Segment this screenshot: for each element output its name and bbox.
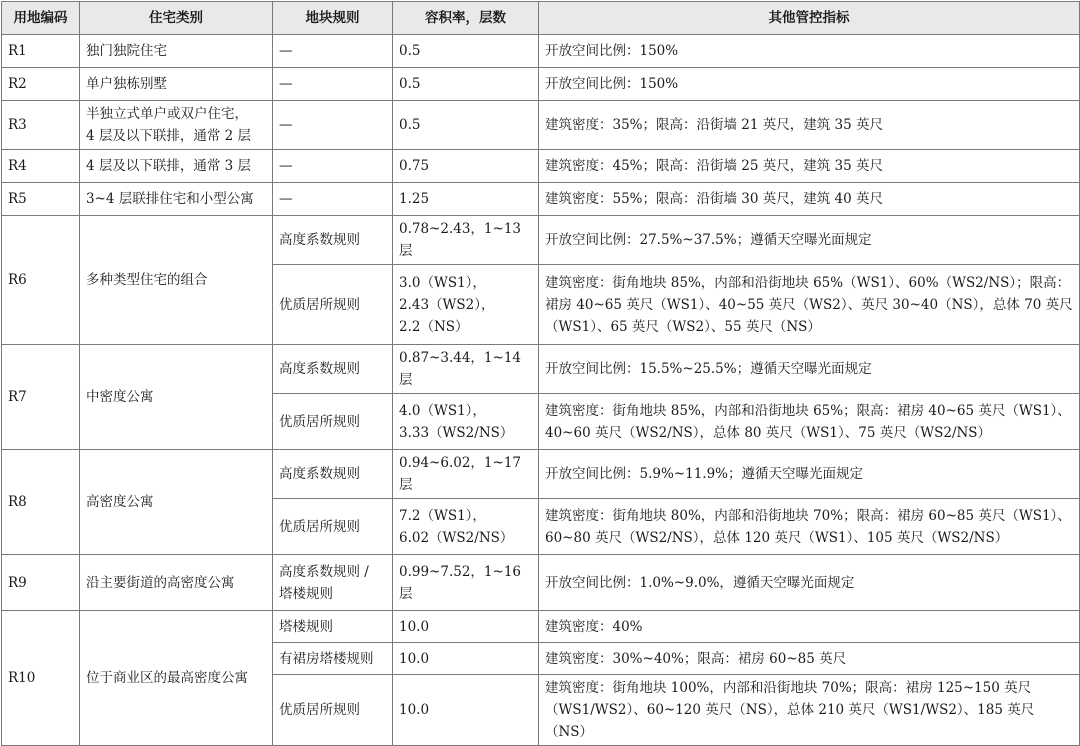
cell-far: 1.25	[393, 183, 539, 216]
cell-other: 建筑密度：55%；限高：沿街墙 30 英尺，建筑 40 英尺	[539, 183, 1080, 216]
header-other: 其他管控指标	[539, 2, 1080, 35]
cell-type: 独门独院住宅	[80, 35, 273, 68]
cell-rule: 高度系数规则	[273, 450, 393, 499]
cell-rule: —	[273, 68, 393, 101]
cell-type: 单户独栋别墅	[80, 68, 273, 101]
cell-rule: 塔楼规则	[273, 611, 393, 643]
cell-code: R3	[2, 101, 80, 150]
header-code: 用地编码	[2, 2, 80, 35]
cell-other: 建筑密度：街角地块 85%，内部和沿街地块 65%；限高：裙房 40~65 英尺（WS1）、40~60 英尺（WS2/NS），总体 80 英尺（WS1）、75 英尺（WS2/NS）	[539, 394, 1080, 450]
cell-rule: —	[273, 35, 393, 68]
cell-code: R5	[2, 183, 80, 216]
table-row	[2, 183, 1080, 216]
cell-far: 0.94~6.02，1~17 层	[393, 450, 539, 499]
cell-other: 建筑密度：街角地块 100%，内部和沿街地块 70%；限高：裙房 125~150 英尺（WS1/WS2）、60~120 英尺（NS），总体 210 英尺（WS1/WS2）、185 英尺（NS）	[539, 675, 1080, 746]
cell-code: R7	[2, 345, 80, 450]
header-rule: 地块规则	[273, 2, 393, 35]
cell-rule: 高度系数规则	[273, 216, 393, 265]
cell-far: 4.0（WS1）， 3.33（WS2/NS）	[393, 394, 539, 450]
cell-far: 0.5	[393, 101, 539, 150]
cell-other: 开放空间比例：150%	[539, 68, 1080, 101]
cell-far: 0.99~7.52，1~16 层	[393, 555, 539, 611]
table-row	[2, 611, 1080, 643]
cell-other: 建筑密度：街角地块 80%，内部和沿街地块 70%；限高：裙房 60~85 英尺（WS1）、60~80 英尺（WS2/NS），总体 120 英尺（WS1）、105 英尺（WS2/NS）	[539, 499, 1080, 555]
cell-code: R4	[2, 150, 80, 183]
cell-type: 半独立式单户或双户住宅， 4 层及以下联排，通常 2 层	[80, 101, 273, 150]
cell-other: 开放空间比例：15.5%~25.5%；遵循天空曝光面规定	[539, 345, 1080, 394]
table-row	[2, 150, 1080, 183]
cell-rule: 有裙房塔楼规则	[273, 643, 393, 675]
cell-far: 0.75	[393, 150, 539, 183]
cell-rule: —	[273, 101, 393, 150]
cell-code: R8	[2, 450, 80, 555]
table-row	[2, 68, 1080, 101]
table-row	[2, 345, 1080, 394]
cell-other: 开放空间比例：150%	[539, 35, 1080, 68]
cell-rule: 优质居所规则	[273, 394, 393, 450]
cell-far: 0.5	[393, 68, 539, 101]
cell-other: 建筑密度：35%；限高：沿街墙 21 英尺，建筑 35 英尺	[539, 101, 1080, 150]
cell-rule: —	[273, 150, 393, 183]
table-row	[2, 555, 1080, 611]
cell-other: 开放空间比例：1.0%~9.0%，遵循天空曝光面规定	[539, 555, 1080, 611]
cell-far: 3.0（WS1）， 2.43（WS2）， 2.2（NS）	[393, 265, 539, 345]
cell-other: 建筑密度：30%~40%；限高：裙房 60~85 英尺	[539, 643, 1080, 675]
table-row	[2, 216, 1080, 265]
zoning-table	[1, 1, 1080, 746]
cell-type: 3~4 层联排住宅和小型公寓	[80, 183, 273, 216]
cell-code: R10	[2, 611, 80, 746]
cell-far: 10.0	[393, 643, 539, 675]
cell-code: R6	[2, 216, 80, 345]
cell-far: 0.87~3.44，1~14 层	[393, 345, 539, 394]
cell-type: 沿主要街道的高密度公寓	[80, 555, 273, 611]
cell-far: 7.2（WS1）， 6.02（WS2/NS）	[393, 499, 539, 555]
table-row	[2, 450, 1080, 499]
cell-type: 高密度公寓	[80, 450, 273, 555]
cell-other: 开放空间比例：5.9%~11.9%；遵循天空曝光面规定	[539, 450, 1080, 499]
cell-rule: 优质居所规则	[273, 499, 393, 555]
cell-rule: 优质居所规则	[273, 675, 393, 746]
table-row	[2, 101, 1080, 150]
cell-other: 建筑密度：45%；限高：沿街墙 25 英尺，建筑 35 英尺	[539, 150, 1080, 183]
cell-far: 0.5	[393, 35, 539, 68]
cell-type: 4 层及以下联排，通常 3 层	[80, 150, 273, 183]
cell-code: R2	[2, 68, 80, 101]
table-row	[2, 35, 1080, 68]
cell-rule: 高度系数规则	[273, 345, 393, 394]
cell-code: R1	[2, 35, 80, 68]
cell-rule: 优质居所规则	[273, 265, 393, 345]
cell-far: 10.0	[393, 675, 539, 746]
header-far: 容积率，层数	[393, 2, 539, 35]
cell-type: 中密度公寓	[80, 345, 273, 450]
cell-rule: 高度系数规则 / 塔楼规则	[273, 555, 393, 611]
header-type: 住宅类别	[80, 2, 273, 35]
cell-far: 0.78~2.43，1~13 层	[393, 216, 539, 265]
cell-type: 多种类型住宅的组合	[80, 216, 273, 345]
cell-other: 开放空间比例：27.5%~37.5%；遵循天空曝光面规定	[539, 216, 1080, 265]
cell-other: 建筑密度：街角地块 85%，内部和沿街地块 65%（WS1）、60%（WS2/NS）；限高：裙房 40~65 英尺（WS1）、40~55 英尺（WS2）、英尺 30~40（NS），总体 70 英尺（WS1）、65 英尺（WS2）、55 英尺（NS）	[539, 265, 1080, 345]
cell-code: R9	[2, 555, 80, 611]
cell-type: 位于商业区的最高密度公寓	[80, 611, 273, 746]
cell-other: 建筑密度：40%	[539, 611, 1080, 643]
cell-far: 10.0	[393, 611, 539, 643]
header-row	[2, 2, 1080, 35]
cell-rule: —	[273, 183, 393, 216]
